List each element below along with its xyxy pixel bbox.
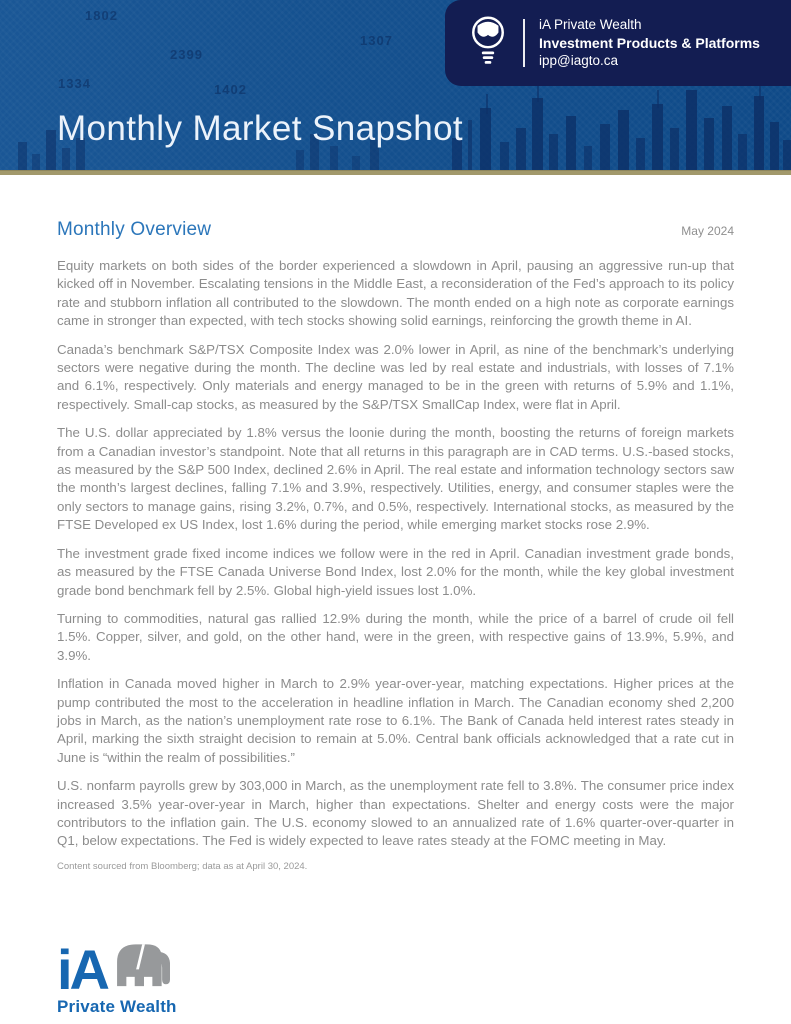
ia-logo [57, 936, 177, 1002]
issue-date: May 2024 [681, 224, 734, 238]
overview-header-row [57, 219, 734, 241]
overview-paragraph: Turning to commodities, natural gas rallied 12.9% during the month, while the price of a barrel of crude oil fell 1.5%. Copper, silver, and gold, on the other hand, were in the green, with respective gains of 13.9%, 5.9%, and 3.9%. [57, 610, 734, 663]
badge-divider [523, 19, 525, 67]
overview-paragraph: Canada’s benchmark S&P/TSX Composite Index was 2.0% lower in April, as nine of the benchmark’s underlying sectors were negative during the month. The decline was led by real estate and industrials, with losses of 7.1% and 6.1%, respectively. Only materials and energy managed to be in the green with returns of 5.9% and 1.1%, respectively. Small-cap stocks, as measured by the S&P/TSX SmallCap Index, were flat in April. [57, 341, 734, 412]
content-area [57, 175, 734, 872]
ia-logo-text: iA [57, 938, 107, 1002]
bg-ticker-number: 1402 [214, 82, 247, 97]
section-heading: Monthly Overview [57, 219, 212, 240]
overview-paragraph: Inflation in Canada moved higher in March to 2.9% year-over-year, matching expectations. Higher prices at the pump contributed the most to the acceleration in headline inflation in March. The Canadian economy shed 2,200 jobs in March, as the nation’s unemployment rate rose to 6.1%. The Bank of Canada held interest rates steady in April, marking the sixth straight decision to remain at 5.0%. Central bank officials acknowledged that a rate cut in June is “within the realm of possibilities.” [57, 676, 734, 765]
brand-name: iA Private Wealth [539, 16, 642, 32]
source-footnote: Content sourced from Bloomberg; data as at April 30, 2024. [57, 860, 308, 872]
footer [57, 936, 177, 1017]
overview-paragraph: The investment grade fixed income indices we follow were in the red in April. Canadian investment grade bonds, as measured by the FTSE Canada Universe Bond Index, lost 2.0% for the month, while the key global investment grade bond benchmark fell by 2.5%. Global high-yield issues lost 1.0%. [57, 545, 734, 598]
overview-paragraph: U.S. nonfarm payrolls grew by 303,000 in March, as the unemployment rate fell to 3.8%. The consumer price index increased 3.5% year-over-year in March, higher than expectations. Shelter and energy costs were the major contributors to the inflation gain. The U.S. economy slowed to an annualized rate of 1.6% quarter-over-quarter in Q1, below expectations. The Fed is widely expected to leave rates steady at the FOMC meeting in May. [57, 778, 734, 849]
bg-ticker-number: 1334 [58, 76, 91, 91]
lightbulb-icon [469, 13, 507, 74]
page-title: Monthly Market Snapshot [57, 109, 464, 148]
bg-ticker-number: 1307 [360, 33, 393, 48]
brand-badge [445, 0, 791, 86]
overview-paragraph: Equity markets on both sides of the border experienced a slowdown in April, pausing an aggressive run-up that kicked off in November. Escalating tensions in the Middle East, a reconsideration of the Fed’s approach to its policy rate and stubborn inflation all contributed to the slowdown. The month ended on a high note as corporate earnings came in stronger than expected, with tech stocks showing solid earnings, reinforcing the growth theme in AI. [57, 258, 734, 329]
overview-paragraph: The U.S. dollar appreciated by 1.8% versus the loonie during the month, boosting the returns of foreign markets from a Canadian investor’s standpoint. Note that all returns in this paragraph are in CAD terms. U.S.-based stocks, as measured by the S&P 500 Index, declined 2.6% in April. The real estate and information technology sectors saw the month’s largest declines, falling 7.1% and 3.9%, respectively. Utilities, energy, and consumer staples were the only sectors to manage gains, rising 3.2%, 0.7%, and 0.5%, respectively. International stocks, as measured by the FTSE Developed ex US Index, lost 1.6% during the period, while emerging market stocks rose 2.9%. [57, 425, 734, 533]
bg-ticker-number: 2399 [170, 47, 203, 62]
brand-email[interactable]: ipp@iagto.ca [539, 53, 619, 69]
bg-ticker-number: 1802 [85, 8, 118, 23]
ia-logo-subtext: Private Wealth [57, 997, 177, 1016]
elephant-icon [113, 936, 175, 993]
brand-division: Investment Products & Platforms [539, 34, 760, 51]
header-banner [0, 0, 791, 170]
